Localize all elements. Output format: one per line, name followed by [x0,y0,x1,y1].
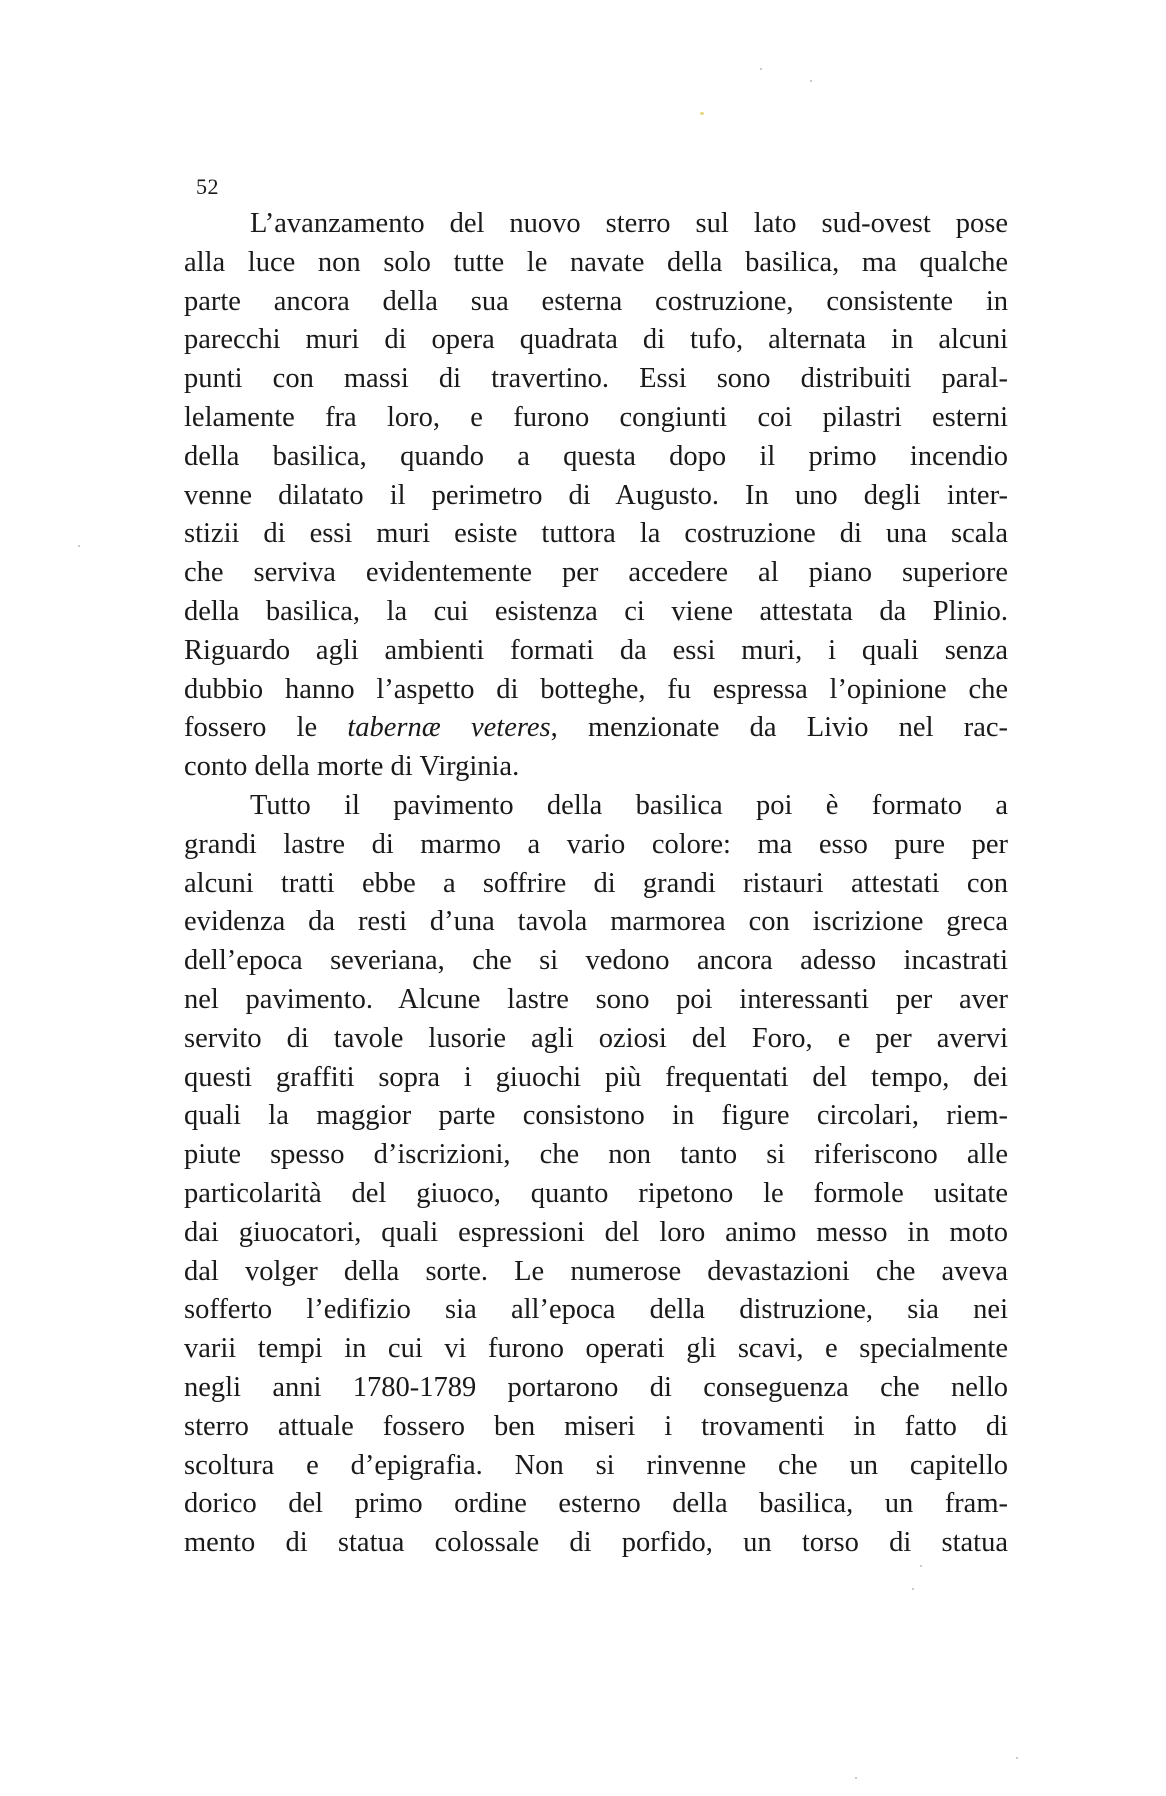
text-segment: fossero le [184,712,348,744]
text-line: varii tempi in cui vi furono operati gli scavi, e specialmente [184,1333,1008,1365]
text-line: nel pavimento. Alcune lastre sono poi interessanti per aver [184,983,1008,1015]
text-line: alla luce non solo tutte le navate della basilica, ma qualche [184,246,1008,278]
text-line: stizii di essi muri esiste tuttora la costruzione di una scala [184,518,1008,550]
text-line: quali la maggior parte consistono in figure circolari, riem- [184,1100,1008,1132]
text-line: Riguardo agli ambienti formati da essi muri, i quali senza [184,634,1008,666]
text-segment: , menzionate da Livio nel rac- [550,712,1008,744]
text-line: dubbio hanno l’aspetto di botteghe, fu espressa l’opinione che [184,673,1008,705]
paper-speck [78,545,80,547]
text-line: evidenza da resti d’una tavola marmorea con iscrizione greca [184,906,1008,938]
text-line: grandi lastre di marmo a vario colore: ma esso pure per [184,828,1008,860]
paper-speck [810,80,812,82]
text-line: dorico del primo ordine esterno della basilica, un fram- [184,1488,1008,1520]
text-line: L’avanzamento del nuovo sterro sul lato sud-ovest pose [250,208,1008,239]
text-line: venne dilatato il perimetro di Augusto. In uno degli inter- [184,479,1008,511]
text-line: dal volger della sorte. Le numerose devastazioni che aveva [184,1255,1008,1287]
text-line: che serviva evidentemente per accedere al piano superiore [184,557,1008,589]
paper-speck [912,1588,914,1590]
text-line: dell’epoca severiana, che si vedono ancora adesso incastrati [184,945,1008,977]
text-line: della basilica, quando a questa dopo il primo incendio [184,440,1008,472]
text-line: piute spesso d’iscrizioni, che non tanto si riferiscono alle [184,1139,1008,1171]
text-line: scoltura e d’epigrafia. Non si rinvenne che un capitello [184,1449,1008,1481]
text-line: punti con massi di travertino. Essi sono distribuiti paral- [184,363,1008,395]
paragraph [184,205,1008,787]
text-line: conto della morte di Virginia. [184,751,520,783]
text-line: questi graffiti sopra i giuochi più frequentati del tempo, dei [184,1061,1008,1093]
body-text [184,205,1008,1563]
text-line: lelamente fra loro, e furono congiunti coi pilastri esterni [184,401,1008,433]
paragraph [184,787,1008,1563]
text-line: negli anni 1780-1789 portarono di conseguenza che nello [184,1371,1008,1403]
italic-latin-phrase: tabernæ veteres [347,712,551,744]
text-line: sterro attuale fossero ben miseri i trovamenti in fatto di [184,1410,1008,1442]
text-line: alcuni tratti ebbe a soffrire di grandi ristauri attestati con [184,867,1008,899]
paper-speck [920,1565,922,1567]
text-line: particolarità del giuoco, quanto ripetono le formole usitate [184,1177,1008,1209]
text-line: dai giuocatori, quali espressioni del loro animo messo in moto [184,1216,1008,1248]
paper-speck [760,68,762,70]
text-line: parte ancora della sua esterna costruzione, consistente in [184,285,1008,317]
text-line [184,709,1008,748]
text-line: sofferto l’edifizio sia all’epoca della distruzione, sia nei [184,1294,1008,1326]
page-number: 52 [196,174,219,199]
paper-speck [700,112,704,115]
paper-speck [855,1777,857,1779]
text-line: Tutto il pavimento della basilica poi è formato a [250,789,1008,821]
text-line: mento di statua colossale di porfido, un torso di statua [184,1527,1008,1559]
text-line: servito di tavole lusorie agli oziosi del Foro, e per avervi [184,1022,1008,1054]
paper-speck [1016,1757,1018,1759]
text-line: parecchi muri di opera quadrata di tufo, alternata in alcuni [184,324,1008,356]
text-line: della basilica, la cui esistenza ci viene attestata da Plinio. [184,595,1008,627]
